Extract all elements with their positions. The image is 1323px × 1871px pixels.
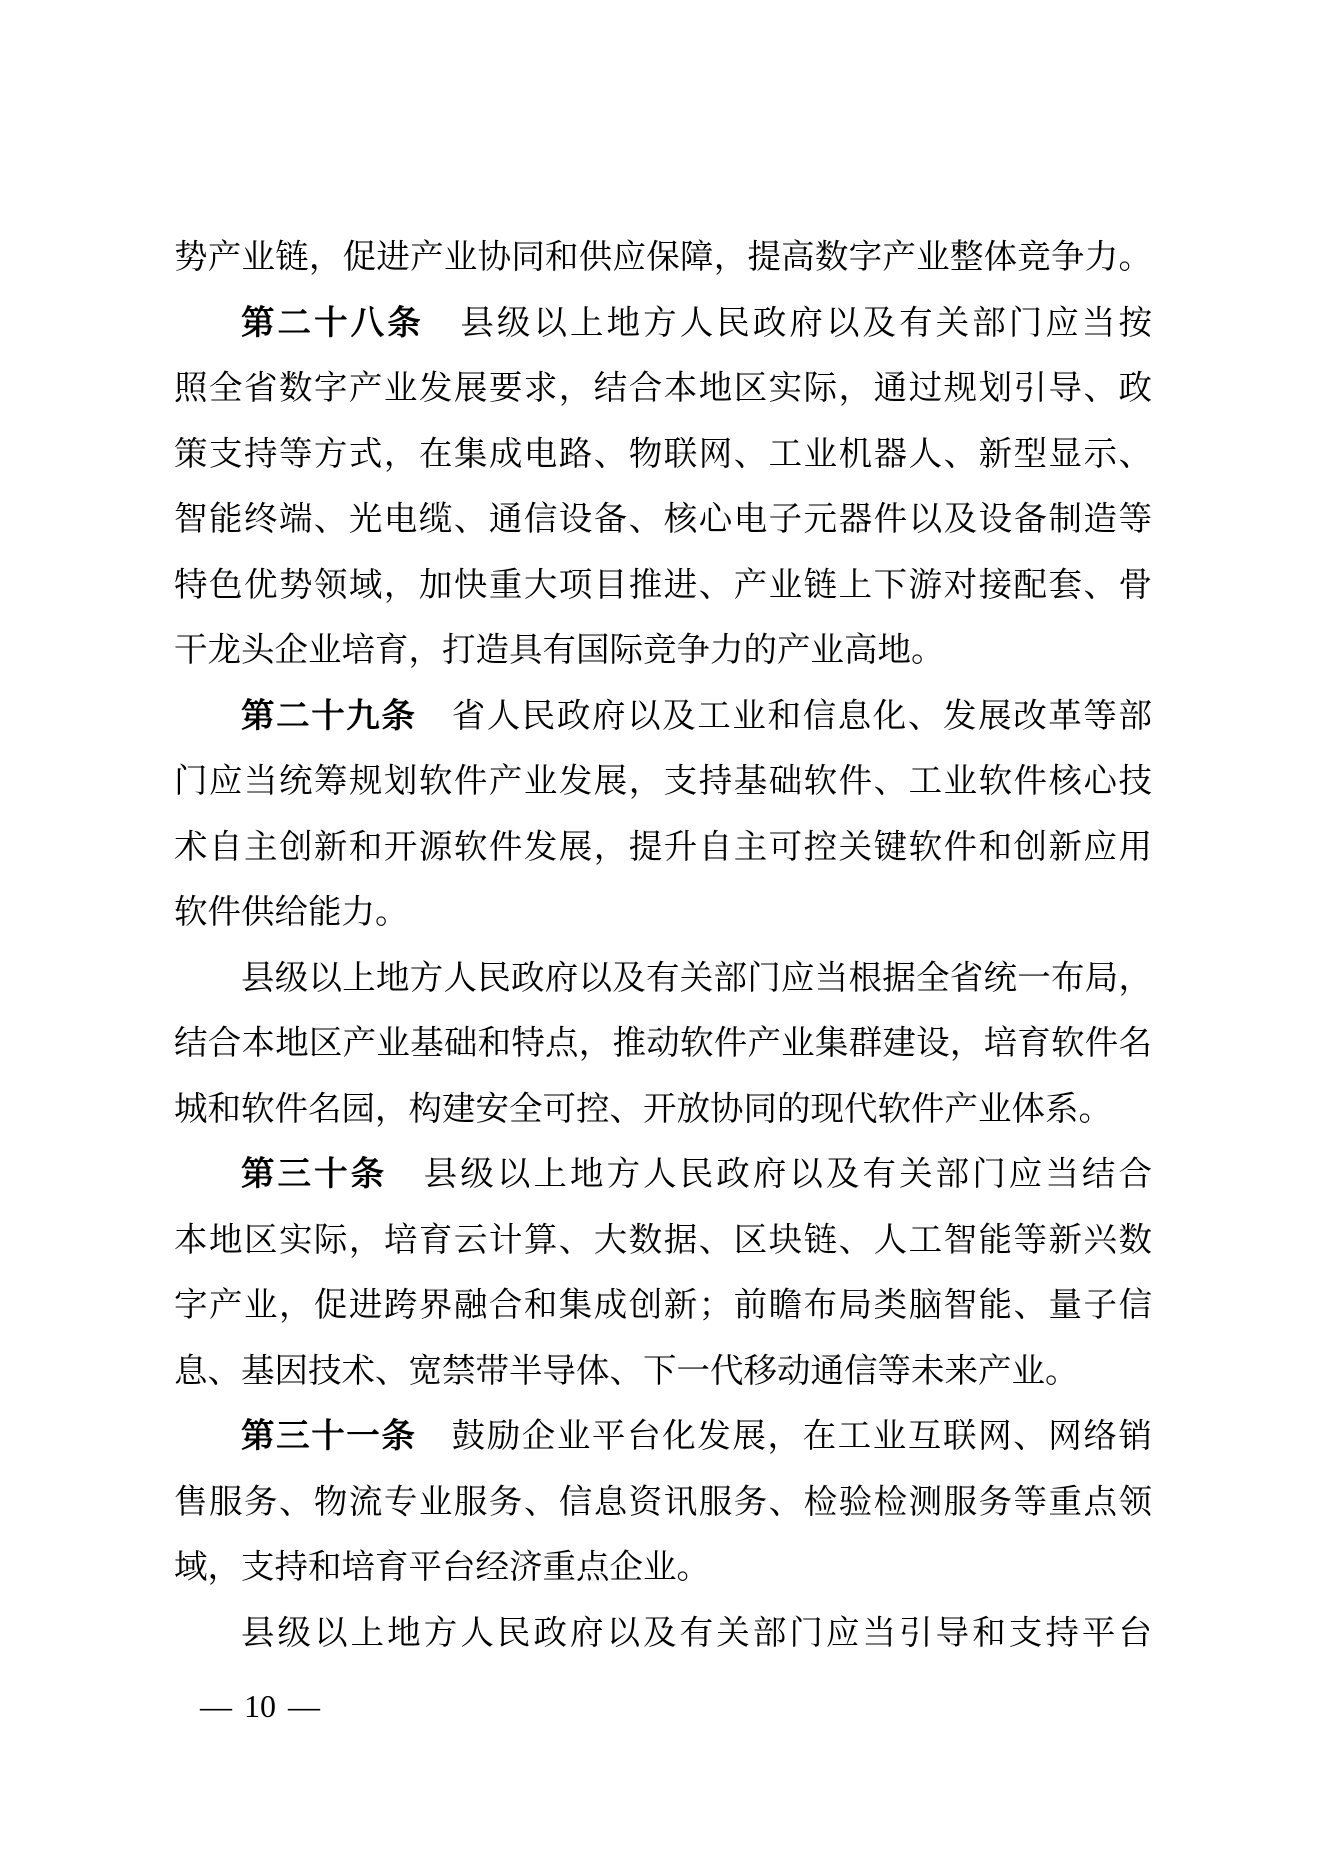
text-line: 智能终端、光电缆、通信设备、核心电子元器件以及设备制造等 xyxy=(174,501,1152,538)
text-line: 照全省数字产业发展要求，结合本地区实际，通过规划引导、政 xyxy=(174,370,1152,407)
text-line: 策支持等方式，在集成电路、物联网、工业机器人、新型显示、 xyxy=(174,435,1152,473)
article-number: 第三十条 xyxy=(241,1156,388,1193)
text-line-article-28 xyxy=(174,291,1152,357)
text-line-article-31 xyxy=(174,1404,1152,1470)
text-line: 结合本地区产业基础和特点，推动软件产业集群建设，培育软件名 xyxy=(174,1025,1152,1062)
text-line: 字产业，促进跨界融合和集成创新；前瞻布局类脑智能、量子信 xyxy=(174,1287,1152,1324)
text-line: 术自主创新和开源软件发展，提升自主可控关键软件和创新应用 xyxy=(174,828,1152,866)
text-line-article-29 xyxy=(174,684,1152,750)
text-line: 城和软件名园，构建安全可控、开放协同的现代软件产业体系。 xyxy=(174,1090,1112,1128)
text-line: 息、基因技术、宽禁带半导体、下一代移动通信等未来产业。 xyxy=(174,1352,1079,1390)
line-text: 县级以上地方人民政府以及有关部门应当结合 xyxy=(387,1156,1152,1193)
line-text: 县级以上地方人民政府以及有关部门应当按 xyxy=(423,304,1152,342)
page-footer xyxy=(200,1682,320,1730)
document-body xyxy=(174,225,1152,1666)
line-text: 省人民政府以及工业和信息化、发展改革等部 xyxy=(416,697,1152,735)
article-number: 第二十九条 xyxy=(241,697,417,735)
line-text: 鼓励企业平台化发展，在工业互联网、网络销 xyxy=(416,1418,1152,1455)
text-line: 本地区实际，培育云计算、大数据、区块链、人工智能等新兴数 xyxy=(174,1221,1152,1259)
article-number: 第二十八条 xyxy=(241,304,424,342)
article-number: 第三十一条 xyxy=(241,1418,417,1455)
text-line: 特色优势领域，加快重大项目推进、产业链上下游对接配套、骨 xyxy=(174,566,1152,604)
text-line: 势产业链，促进产业协同和供应保障，提高数字产业整体竞争力。 xyxy=(174,239,1152,276)
text-line: 干龙头企业培育，打造具有国际竞争力的产业高地。 xyxy=(174,632,945,669)
text-line: 门应当统筹规划软件产业发展，支持基础软件、工业软件核心技 xyxy=(174,763,1152,800)
text-line: 县级以上地方人民政府以及有关部门应当根据全省统一布局， xyxy=(241,959,1152,997)
text-line: 软件供给能力。 xyxy=(174,894,409,931)
text-line: 县级以上地方人民政府以及有关部门应当引导和支持平台 xyxy=(241,1614,1152,1652)
text-line: 域，支持和培育平台经济重点企业。 xyxy=(174,1549,710,1586)
page-number: — 10 — xyxy=(200,1688,320,1724)
text-line: 售服务、物流专业服务、信息资讯服务、检验检测服务等重点领 xyxy=(174,1483,1152,1521)
text-line-article-30 xyxy=(174,1142,1152,1208)
